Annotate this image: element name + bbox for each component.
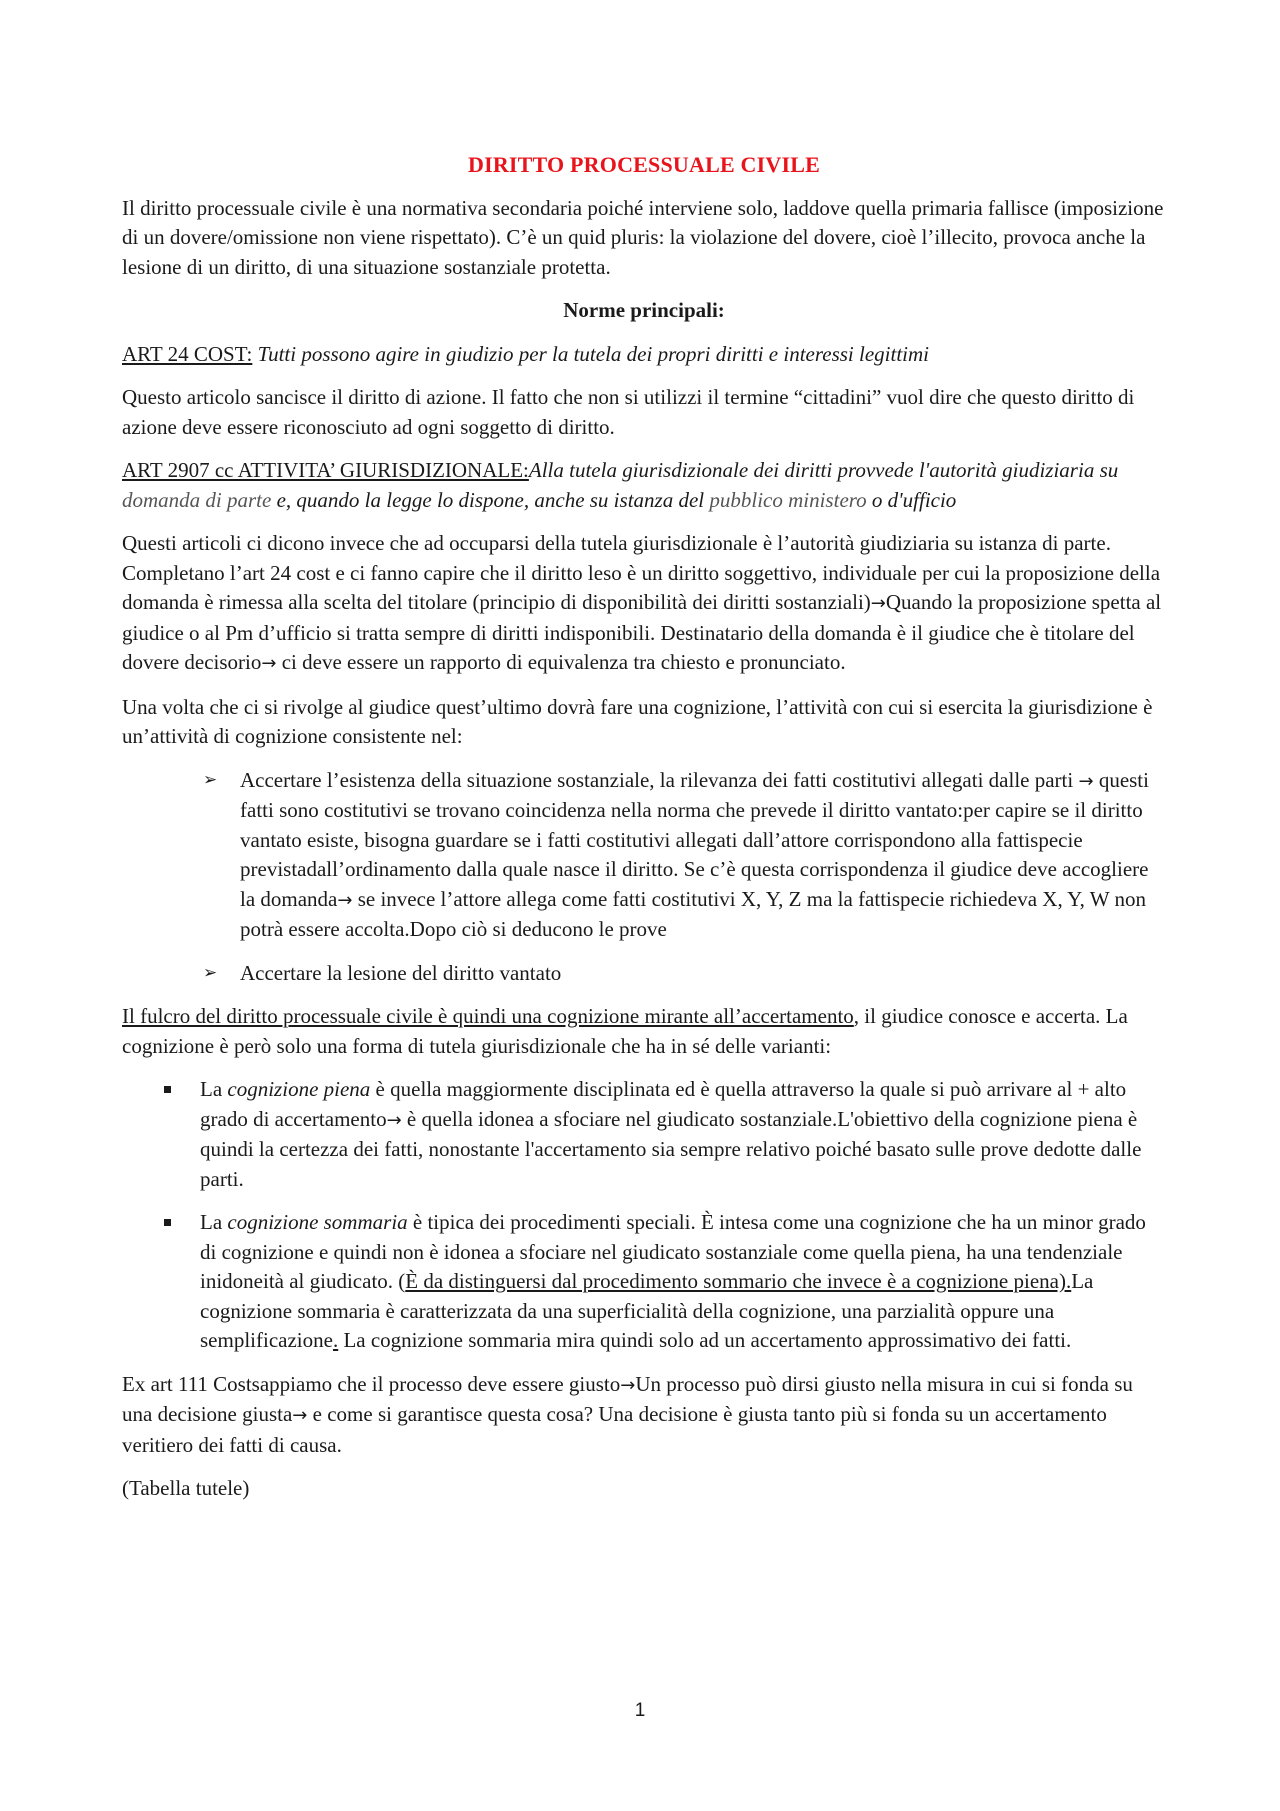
list-item: [203, 959, 1166, 989]
questi-text-2: Quando la proposizione spetta al giudice o al Pm d’ufficio si tratta sempre di diritti indisponibili. Destinatario della domanda è il giudice che è titolare del dovere decisorio: [122, 590, 1162, 674]
arrow-bullet-icon: ➢: [203, 769, 218, 790]
arrow-icon: →: [337, 889, 353, 911]
questi-text-3: ci deve essere un rapporto di equivalenza tra chiesto e pronunciato.: [276, 650, 846, 674]
art24-paragraph: [122, 340, 1166, 370]
list-item: [203, 766, 1166, 945]
list-item-text-4: La cognizione sommaria mira quindi solo ad un accertamento approssimativo dei fatti.: [338, 1328, 1072, 1352]
list-item-text-1: La: [200, 1210, 228, 1234]
list-item-text-1: Accertare la lesione del diritto vantato: [240, 960, 562, 985]
list-item-text-3: è quella idonea a sfociare nel giudicato sostanziale.L'obiettivo della cognizione piena è quindi la certezza dei fatti, nonostante l'accertamento sia sempre relativo poiché basato sulle prove dedotte dalle parti.: [200, 1106, 1142, 1191]
questi-paragraph: [122, 529, 1166, 679]
square-bullet-icon: [164, 1219, 171, 1226]
list-item-text-1: Accertare l’esistenza della situazione sostanziale, la rilevanza dei fatti costitutivi allegati dalle parti: [240, 767, 1079, 792]
art2907-text-3: e, quando la legge lo dispone, anche su istanza del: [271, 487, 710, 512]
document-page: [122, 150, 1166, 1518]
arrow-icon: →: [292, 1405, 308, 1426]
art24-text: Tutti possono agire in giudizio per la tutela dei propri diritti e interessi legittimi: [252, 341, 930, 366]
document-title: DIRITTO PROCESSUALE CIVILE: [467, 152, 820, 177]
arrow-bullet-list: [122, 766, 1166, 989]
art111-text-3: e come si garantisce questa cosa? Una decisione è giusta tanto più si fonda su un accertamento veritiero dei fatti di causa.: [122, 1402, 1107, 1457]
art24-label: ART 24 COST:: [122, 341, 253, 366]
arrow-icon: →: [620, 1374, 636, 1396]
list-item: [200, 1208, 1166, 1356]
list-item-text-2: è quella maggiormente disciplinata ed è quella attraverso la quale si può arrivare al + alto grado di accertamento: [200, 1077, 1127, 1131]
fulcro-paragraph: [122, 1002, 1166, 1061]
arrow-icon: →: [870, 593, 886, 614]
art2907-text-5: o d'ufficio: [866, 487, 957, 512]
art2907-text-2: domanda di parte: [122, 487, 272, 512]
arrow-icon: →: [1078, 770, 1094, 792]
intro-paragraph: Il diritto processuale civile è una normativa secondaria poiché interviene solo, laddove quella primaria fallisce (imposizione di un dovere/omissione non viene rispettato). C’è un quid pluris: la violazione del dovere, cioè l’illecito, provoca anche la lesione di un diritto, di una situazione sostanziale protetta.: [122, 195, 1164, 279]
list-item-text-3: La cognizione sommaria è caratterizzata da una superficialità della cognizione, una parzialità oppure una semplificazione: [200, 1269, 1094, 1352]
list-item-text-1: La: [200, 1077, 228, 1101]
art2907-text-1: Alla tutela giurisdizionale dei diritti provvede l'autorità giudiziaria su: [528, 458, 1119, 482]
cognizione-paragraph: Una volta che ci si rivolge al giudice quest’ultimo dovrà fare una cognizione, l’attività con cui si esercita la giurisdizione è un’attività di cognizione consistente nel:: [122, 694, 1153, 748]
arrow-icon: →: [261, 653, 277, 674]
square-bullet-icon: [164, 1086, 171, 1093]
list-item-text-3: se invece l’attore allega come fatti costitutivi X, Y, Z ma la fattispecie richiedeva X, Y, W non potrà essere accolta.Dopo ciò si deducono le prove: [240, 886, 1146, 941]
square-bullet-list: [122, 1075, 1166, 1356]
art111-paragraph: [122, 1370, 1166, 1461]
list-item-underlined-dot: .: [332, 1328, 339, 1352]
art111-text-2: Un processo può dirsi giusto nella misura in cui si fonda su una decisione giusta: [122, 1371, 1133, 1426]
questi-text-1: Questi articoli ci dicono invece che ad occuparsi della tutela giurisdizionale è l’autorità giudiziaria su istanza di parte. Completano l’art 24 cost e ci fanno capire che il diritto leso è un diritto soggettivo, individuale per cui la proposizione della domanda è rimessa alla scelta del titolare (principio di disponibilità dei diritti sostanziali): [122, 531, 1161, 614]
art2907-label: ART 2907 cc ATTIVITA’ GIURISDIZIONALE:: [122, 458, 529, 482]
art111-text-1: Ex art 111 Costsappiamo che il processo deve essere giusto: [122, 1371, 621, 1396]
list-item-emphasis: cognizione piena: [227, 1077, 371, 1101]
list-item: [200, 1075, 1166, 1194]
art2907-paragraph: [122, 456, 1166, 515]
list-item-text-2: è tipica dei procedimenti speciali. È intesa come una cognizione che ha un minor grado di cognizione e quindi non è idonea a sfociare nel giudicato sostanziale come quella piena, ha una tendenziale inidoneità al giudicato. (: [200, 1210, 1146, 1293]
fulcro-underlined: Il fulcro del diritto processuale civile è quindi una cognizione mirante all’accertamento: [122, 1004, 854, 1028]
list-item-text-2: questi fatti sono costitutivi se trovano coincidenza nella norma che prevede il diritto vantato:per capire se il diritto vantato esiste, bisogna guardare se i fatti costitutivi allegati dall’attore corrispondono alla fattispecie previstadall’ordinamento dalla quale nasce il diritto. Se c’è questa corrispondenza il giudice deve accogliere la domanda: [240, 767, 1149, 911]
arrow-bullet-icon: ➢: [203, 962, 218, 983]
art2907-text-4: pubblico ministero: [709, 487, 867, 512]
arrow-icon: →: [386, 1109, 402, 1131]
tabella-note: (Tabella tutele): [122, 1476, 250, 1500]
fulcro-rest: , il giudice conosce e accerta. La cognizione è però solo una forma di tutela giurisdizionale che ha in sé delle varianti:: [122, 1004, 1128, 1058]
norme-heading: Norme principali:: [563, 298, 725, 322]
list-item-underlined: È da distinguersi dal procedimento sommario che invece è a cognizione piena).: [405, 1269, 1072, 1293]
list-item-emphasis: cognizione sommaria: [227, 1210, 408, 1234]
art24-comment: Questo articolo sancisce il diritto di azione. Il fatto che non si utilizzi il termine “cittadini” vuol dire che questo diritto di azione deve essere riconosciuto ad ogni soggetto di diritto.: [122, 385, 1135, 439]
page-number: 1: [634, 1700, 646, 1721]
